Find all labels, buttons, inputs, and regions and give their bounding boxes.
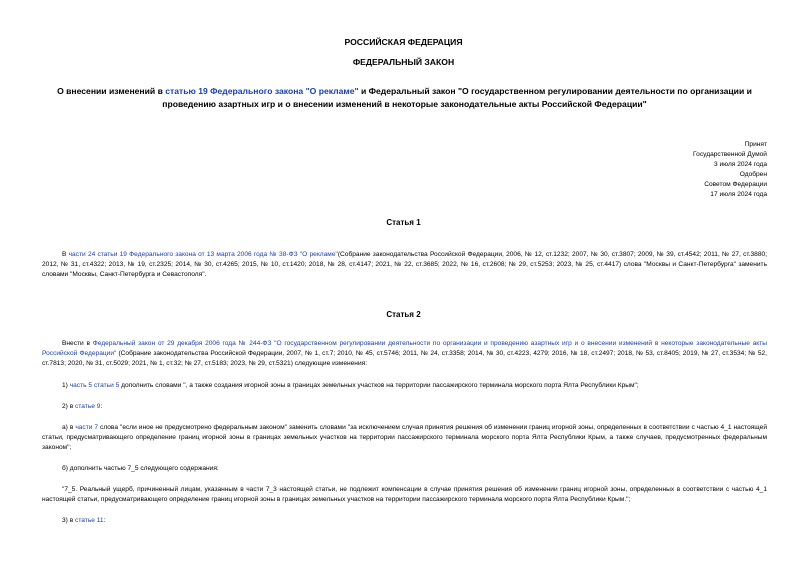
item-1-pre: 1): [62, 382, 70, 389]
article-2-item-2b: б) дополнить частью 7_5 следующего содержания:: [62, 465, 219, 472]
article-2-intro-post: (Собрание законодательства Российской Федерации, 2007, № 1, ст.7; 2010, № 45, ст.5746; 2011, № 24, ст.3358; 2014, № 30, ст.4223, 4279; 2016, № 18, ст.2497; 2018, № 53, ст.8405; 2019, № 27, ст.3534; № 52, ст.7813; 2020, № 31, ст.5029; 2021, № 1, ст.32; № 27, ст.5183; 2023, № 29, ст.5321) следующие изменения:: [42, 350, 767, 367]
adoption-line: Принят: [744, 141, 767, 148]
article-2-quote: "7_5. Реальный ущерб, причиненный лицам, указанным в части 7_3 настоящей статьи, не подлежит компенсации в случае принятия решения об изменении границ игорной зоны, определенных в соответствии с частью 4_1 настоящей статьи, предусматривающего определение границ игорной зоны в границах земельных участков на территории пассажирского терминала морского порта Ялта Республики Крым.";: [42, 486, 767, 503]
item-3-post: :: [103, 517, 106, 524]
item-2-link[interactable]: статье 9: [75, 403, 101, 410]
article-1-text-post: (Собрание законодательства Российской Федерации, 2006, № 12, ст.1232; 2007, № 30, ст.3807; 2009, № 39, ст.4542; 2011, № 27, ст.3880; 2012, № 31, ст.4322; 2013, № 19, ст.2325; 2014, № 30, ст.4265; 2015, № 10, ст.1420; 2018, № 28, ст.4147; 2021, № 22, ст.3685; 2022, № 16, ст.2608; № 29, ст.5253; 2023, № 25, ст.4417) слова "Москвы и Санкт-Петербурга" заменить словами "Москвы, Санкт-Петербурга и Севастополя".: [42, 251, 767, 278]
article-2-intro: [42, 339, 767, 369]
item-1-link[interactable]: часть 5 статьи 5: [69, 382, 120, 389]
article-1-text: [42, 250, 767, 280]
adoption-date: 3 июля 2024 года: [713, 161, 767, 168]
law-type-heading: ФЕДЕРАЛЬНЫЙ ЗАКОН: [352, 57, 455, 67]
article-1-link[interactable]: части 24 статьи 19 Федерального закона от 13 марта 2006 года № 38-ФЗ "О рекламе": [68, 251, 338, 258]
item-2a-post: слова "если иное не предусмотрено федеральным законом" заменить словами "за исключением случая принятия решения об изменении границ игорной зоны, определенных в соответствии с частью 4_1 настоящей статьи, предусматривающего определение границ игорной зоны в границах земельных участков на территории пассажирского терминала морского порта Ялта Республики Крым, а также случаев, предусмотренных федеральным законом";: [42, 424, 768, 451]
approval-line: Советом Федерации: [704, 181, 767, 188]
article-2-item-3: [42, 516, 767, 526]
country-heading: РОССИЙСКАЯ ФЕДЕРАЦИЯ: [344, 37, 463, 47]
law-title: [42, 85, 767, 111]
item-1-post: дополнить словами ", а также создания игорной зоны в границах земельных участков на территории пассажирского терминала морского порта Ялта Республики Крым";: [119, 382, 639, 389]
article-2-item-2: [42, 402, 767, 412]
article-2-item-1: [42, 381, 767, 391]
item-2a-pre: а) в: [62, 424, 76, 431]
article-2-heading: Статья 2: [386, 310, 421, 319]
title-text: О внесении изменений в: [57, 86, 166, 96]
adoption-block: [567, 140, 767, 200]
approval-date: 17 июля 2024 года: [710, 191, 767, 198]
item-3-link[interactable]: статье 11: [75, 517, 104, 524]
item-2-pre: 2) в: [62, 403, 76, 410]
item-3-pre: 3) в: [62, 517, 76, 524]
article-1-text-pre: В: [62, 251, 69, 258]
item-2a-link[interactable]: части 7: [75, 424, 99, 431]
approval-line: Одобрен: [739, 171, 767, 178]
title-link[interactable]: статью 19 Федерального закона "О рекламе": [165, 86, 359, 96]
article-1-heading: Статья 1: [386, 218, 421, 227]
article-2-intro-link[interactable]: Федеральный закон от 29 декабря 2006 года № 244-ФЗ "О государственном регулировании деятельности по организации и проведению азартных игр и о внесении изменений в некоторые законодательные акты Российской Федерации": [42, 340, 767, 357]
article-2-item-2a: [42, 423, 767, 453]
article-2-intro-pre: Внести в: [62, 340, 93, 347]
item-2-post: :: [100, 403, 103, 410]
title-text-rest: и Федеральный закон "О государственном регулировании деятельности по организации и проведению азартных игр и о внесении изменений в некоторые законодательные акты Российской Федерации": [162, 86, 752, 109]
adoption-line: Государственной Думой: [693, 151, 767, 158]
